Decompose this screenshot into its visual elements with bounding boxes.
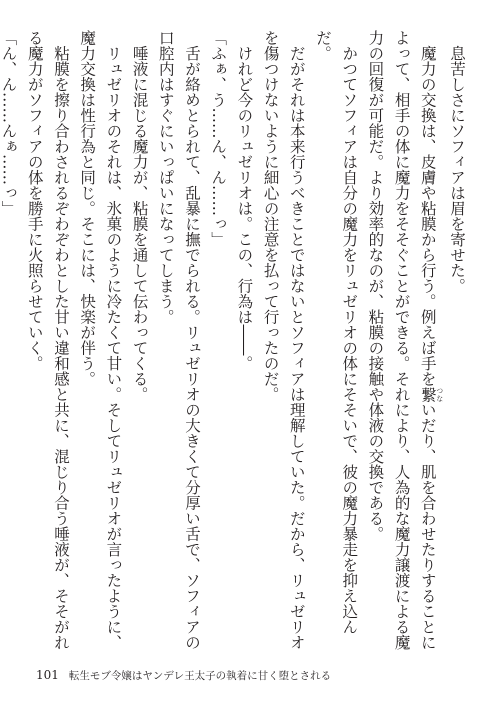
page-footer [36,668,331,683]
paragraph: 舌が絡めとられて、乱暴に撫でられる。リュゼリオの大きくて分厚い舌で、ソフィアの口腔内はすぐにいっぱいになってしまう。 [156,30,201,650]
dialogue-line: 「ん、ん……んぁ……っ」 [0,30,18,216]
paragraph: かつてソフィアは自分の魔力をリュゼリオの体にそそいで、彼の魔力暴走を抑え込んだ。 [313,30,359,635]
page-number: 101 [36,668,59,682]
paragraph: 魔力の交換は、皮膚や粘膜から行う。例えば手を繋 つないだり、肌を合わせたりすることによって、相手の体に魔力をそそぐことができる。それにより、人為的な魔力譲渡による魔力の回復が可能だ。より効率的なのが、粘膜の接触や体液の交換である。 [366,30,444,650]
paragraph: 唾液に混じる魔力が、粘膜を通して伝わってくる。 [130,30,149,402]
paragraph: けれど今のリュゼリオは。この、行為は――。 [235,30,254,371]
paragraph: リュゼリオのそれは、氷菓のように冷たくて甘い。そしてリュゼリオが言ったように、魔力交換は性行為と同じ。そこには、快楽が伴う。 [78,30,123,650]
paragraph: 息苦しさにソフィアは眉を寄せた。 [448,30,466,294]
dialogue-line: 「ふぁ、う……ん、ん……っ」 [209,30,228,247]
running-title: 転生モブ令嬢はヤンデレ王太子の執着に甘く堕とされる [68,670,332,682]
vertical-text-body [0,30,470,654]
ruby-annotation: 繋 つな [418,386,444,402]
paragraph: だがそれは本来行うべきことではないとソフィアは理解していた。だから、リュゼリオを傷つけないように細心の注意を払って行ったのだ。 [261,30,306,650]
paragraph: 粘膜を擦り合わされるぞわぞわとした甘い違和感と共に、混じり合う唾液が、そそがれる魔力がソフィアの体を勝手に火照らせていく。 [25,30,70,650]
ruby-reading: つな [435,386,444,402]
